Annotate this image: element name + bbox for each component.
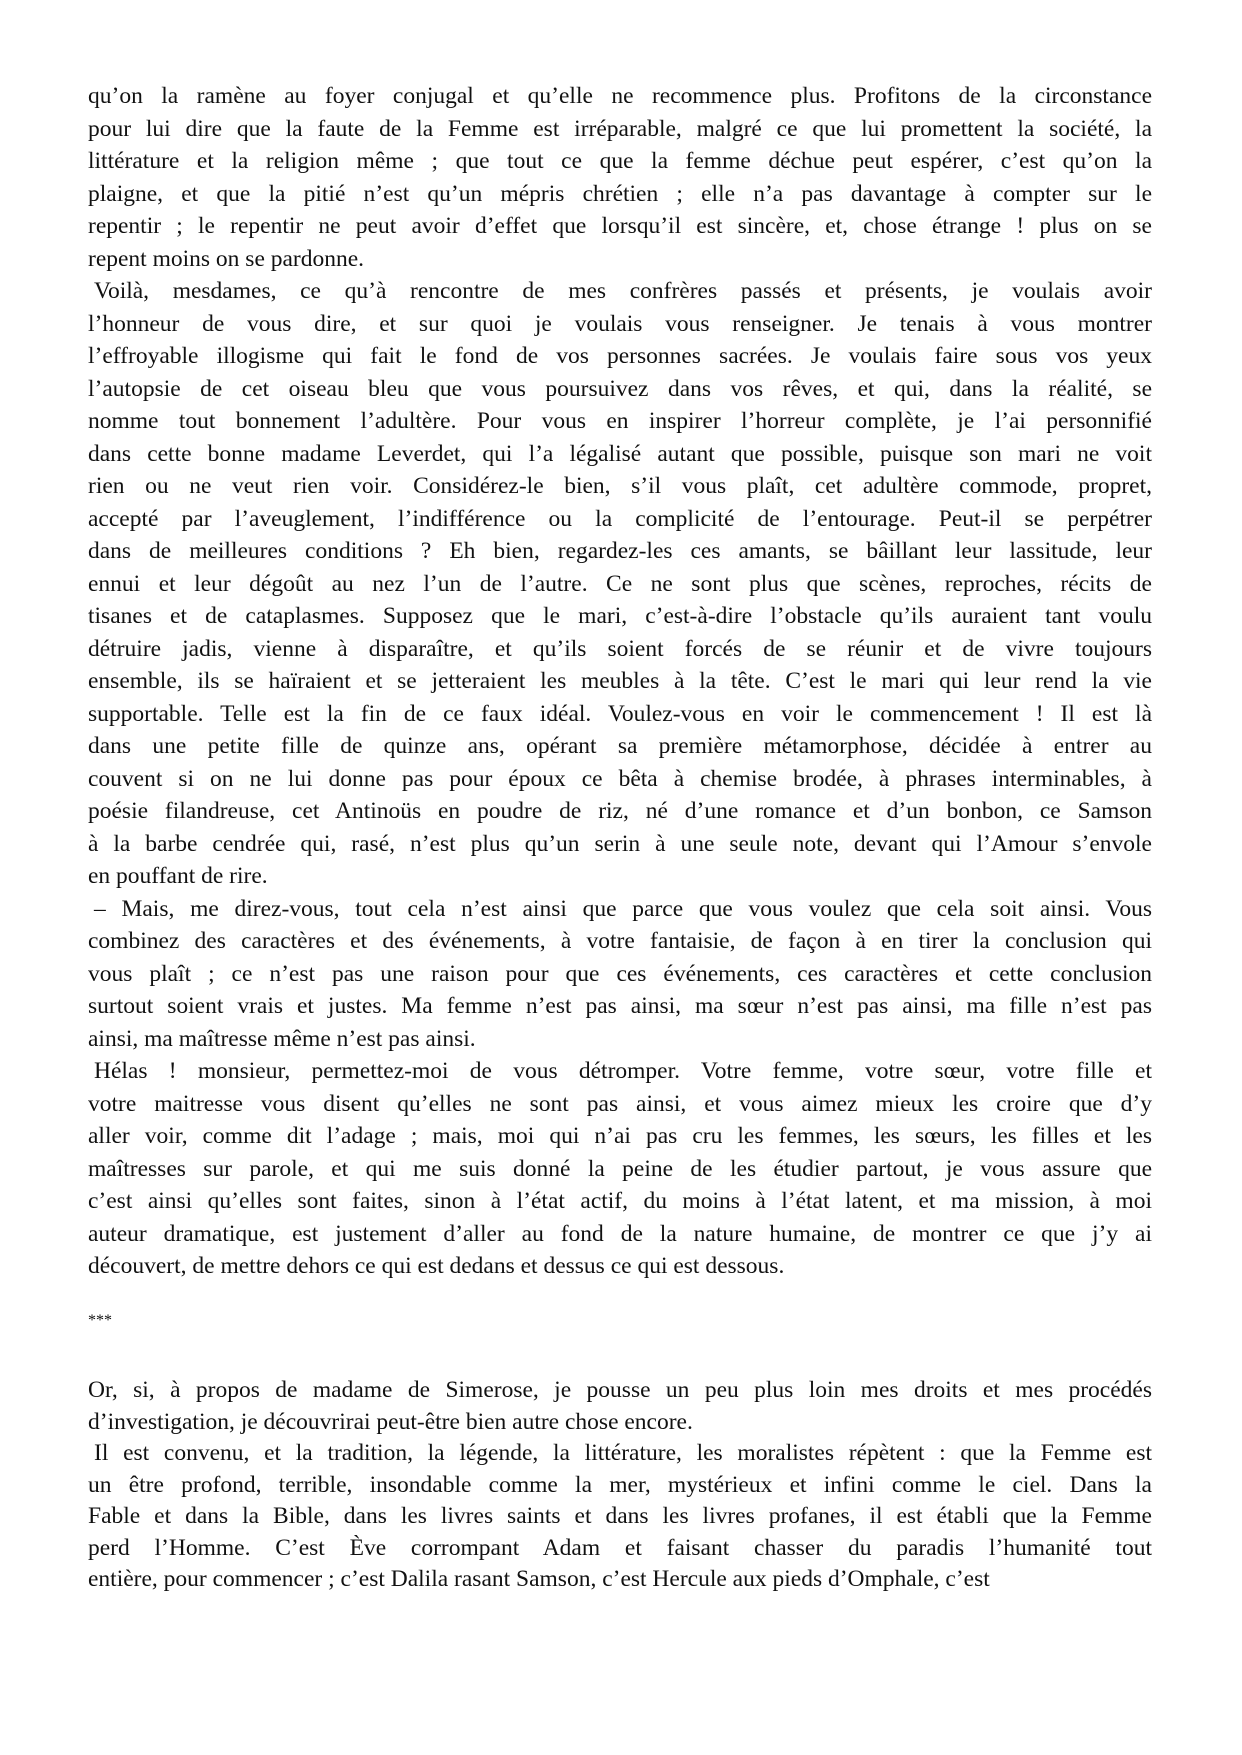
text-line: c’est ainsi qu’elles sont faites, sinon à l’état actif, du moins à l’état latent, et ma mission, à moi — [88, 1188, 1152, 1214]
text-line: l’effroyable illogisme qui fait le fond de vos personnes sacrées. Je voulais faire sous vos yeux — [88, 343, 1152, 369]
text-line: repentir ; le repentir ne peut avoir d’effet que lorsqu’il est sincère, et, chose étrange ! plus on se — [88, 213, 1152, 239]
text-line: Voilà, mesdames, ce qu’à rencontre de mes confrères passés et présents, je voulais avoir — [94, 278, 1152, 304]
text-line: dans cette bonne madame Leverdet, qui l’a légalisé autant que possible, puisque son mari ne voit — [88, 440, 1152, 467]
text-line: dans une petite fille de quinze ans, opérant sa première métamorphose, décidée à entrer au — [88, 733, 1152, 759]
text-line: Il est convenu, et la tradition, la légende, la littérature, les moralistes répètent : que la Femme est — [94, 1440, 1152, 1466]
text-line: perd l’Homme. C’est Ève corrompant Adam et faisant chasser du paradis l’humanité tout — [88, 1534, 1152, 1561]
text-line: rien ou ne veut rien voir. Considérez-le bien, s’il vous plaît, cet adultère commode, propret, — [88, 473, 1152, 499]
text-line: détruire jadis, vienne à disparaître, et qu’ils soient forcés de se réunir et de vivre toujours — [88, 635, 1152, 662]
text-line: vous plaît ; ce n’est pas une raison pour que ces événements, ces caractères et cette conclusion — [88, 960, 1152, 987]
text-line: Hélas ! monsieur, permettez-moi de vous détromper. Votre femme, votre sœur, votre fille et — [94, 1058, 1152, 1084]
text-line: l’autopsie de cet oiseau bleu que vous poursuivez dans vos rêves, et qui, dans la réalité, se — [88, 375, 1152, 402]
text-line: tisanes et de cataplasmes. Supposez que le mari, c’est-à-dire l’obstacle qu’ils auraient tant voulu — [88, 603, 1152, 629]
text-line: aller voir, comme dit l’adage ; mais, moi qui n’ai pas cru les femmes, les sœurs, les filles et les — [88, 1123, 1152, 1149]
text-line: poésie filandreuse, cet Antinoüs en poudre de riz, né d’une romance et d’un bonbon, ce Samson — [88, 798, 1152, 824]
text-line: en pouffant de rire. — [88, 863, 268, 889]
paragraph — [88, 275, 1152, 893]
document-page — [88, 80, 1152, 1596]
text-line: Fable et dans la Bible, dans les livres saints et dans les livres profanes, il est établi que la Femme — [88, 1503, 1152, 1529]
text-line: un être profond, terrible, insondable comme la mer, mystérieux et infini comme le ciel. Dans la — [88, 1471, 1152, 1498]
text-line: accepté par l’aveuglement, l’indifférence ou la complicité de l’entourage. Peut-il se perpétrer — [88, 505, 1152, 532]
text-line: combinez des caractères et des événements, à votre fantaisie, de façon à en tirer la conclusion qui — [88, 928, 1152, 954]
text-line: ainsi, ma maîtresse même n’est pas ainsi. — [88, 1025, 476, 1052]
text-line: couvent si on ne lui donne pas pour époux ce bêta à chemise brodée, à phrases interminables, à — [88, 765, 1152, 792]
text-line: auteur dramatique, est justement d’aller au fond de la nature humaine, de montrer ce que j’y ai — [88, 1220, 1152, 1247]
text-line: pour lui dire que la faute de la Femme est irréparable, malgré ce que lui promettent la société, la — [88, 115, 1152, 142]
text-line: dans de meilleures conditions ? Eh bien, regardez-les ces amants, se bâillant leur lassitude, leur — [88, 538, 1152, 564]
text-line: d’investigation, je découvrirai peut-être bien autre chose encore. — [88, 1408, 693, 1435]
text-line: nomme tout bonnement l’adultère. Pour vous en inspirer l’horreur complète, je l’ai personnifié — [88, 408, 1152, 434]
text-line: votre maitresse vous disent qu’elles ne sont pas ainsi, et vous aimez mieux les croire que d’y — [88, 1090, 1152, 1117]
paragraph — [88, 80, 1152, 275]
text-line: repent moins on se pardonne. — [88, 245, 365, 272]
text-line: découvert, de mettre dehors ce qui est dedans et dessus ce qui est dessous. — [88, 1253, 785, 1279]
text-line: l’honneur de vous dire, et sur quoi je voulais vous renseigner. Je tenais à vous montrer — [88, 310, 1152, 337]
text-line: entière, pour commencer ; c’est Dalila rasant Samson, c’est Hercule aux pieds d’Omphale, c’est — [88, 1566, 990, 1592]
paragraph — [88, 1055, 1152, 1283]
text-line: surtout soient vrais et justes. Ma femme n’est pas ainsi, ma sœur n’est pas ainsi, ma fille n’est pas — [88, 993, 1152, 1019]
text-line: maîtresses sur parole, et qui me suis donné la peine de les étudier partout, je vous assure que — [88, 1155, 1152, 1182]
text-line: ensemble, ils se haïraient et se jetteraient les meubles à la tête. C’est le mari qui leur rend la vie — [88, 668, 1152, 694]
text-line: Or, si, à propos de madame de Simerose, je pousse un peu plus loin mes droits et mes procédés — [88, 1377, 1152, 1403]
text-line: ennui et leur dégoût au nez l’un de l’autre. Ce ne sont plus que scènes, reproches, récits de — [88, 570, 1152, 597]
section-separator: *** — [88, 1311, 112, 1329]
paragraph — [88, 893, 1152, 1056]
paragraph — [88, 1438, 1152, 1596]
text-line: plaigne, et que la pitié n’est qu’un mépris chrétien ; elle n’a pas davantage à compter sur le — [88, 180, 1152, 207]
text-line: littérature et la religion même ; que tout ce que la femme déchue peut espérer, c’est qu’on la — [88, 148, 1152, 174]
paragraph — [88, 1375, 1152, 1438]
section-2 — [88, 1375, 1152, 1596]
text-line: à la barbe cendrée qui, rasé, n’est plus qu’un serin à une seule note, devant qui l’Amour s’envole — [88, 830, 1152, 857]
section-1 — [88, 80, 1152, 1283]
text-line: – Mais, me direz-vous, tout cela n’est ainsi que parce que vous voulez que cela soit ainsi. Vous — [94, 895, 1152, 922]
text-line: supportable. Telle est la fin de ce faux idéal. Voulez-vous en voir le commencement ! Il est là — [88, 700, 1152, 727]
text-line: qu’on la ramène au foyer conjugal et qu’elle ne recommence plus. Profitons de la circonstance — [88, 83, 1152, 109]
